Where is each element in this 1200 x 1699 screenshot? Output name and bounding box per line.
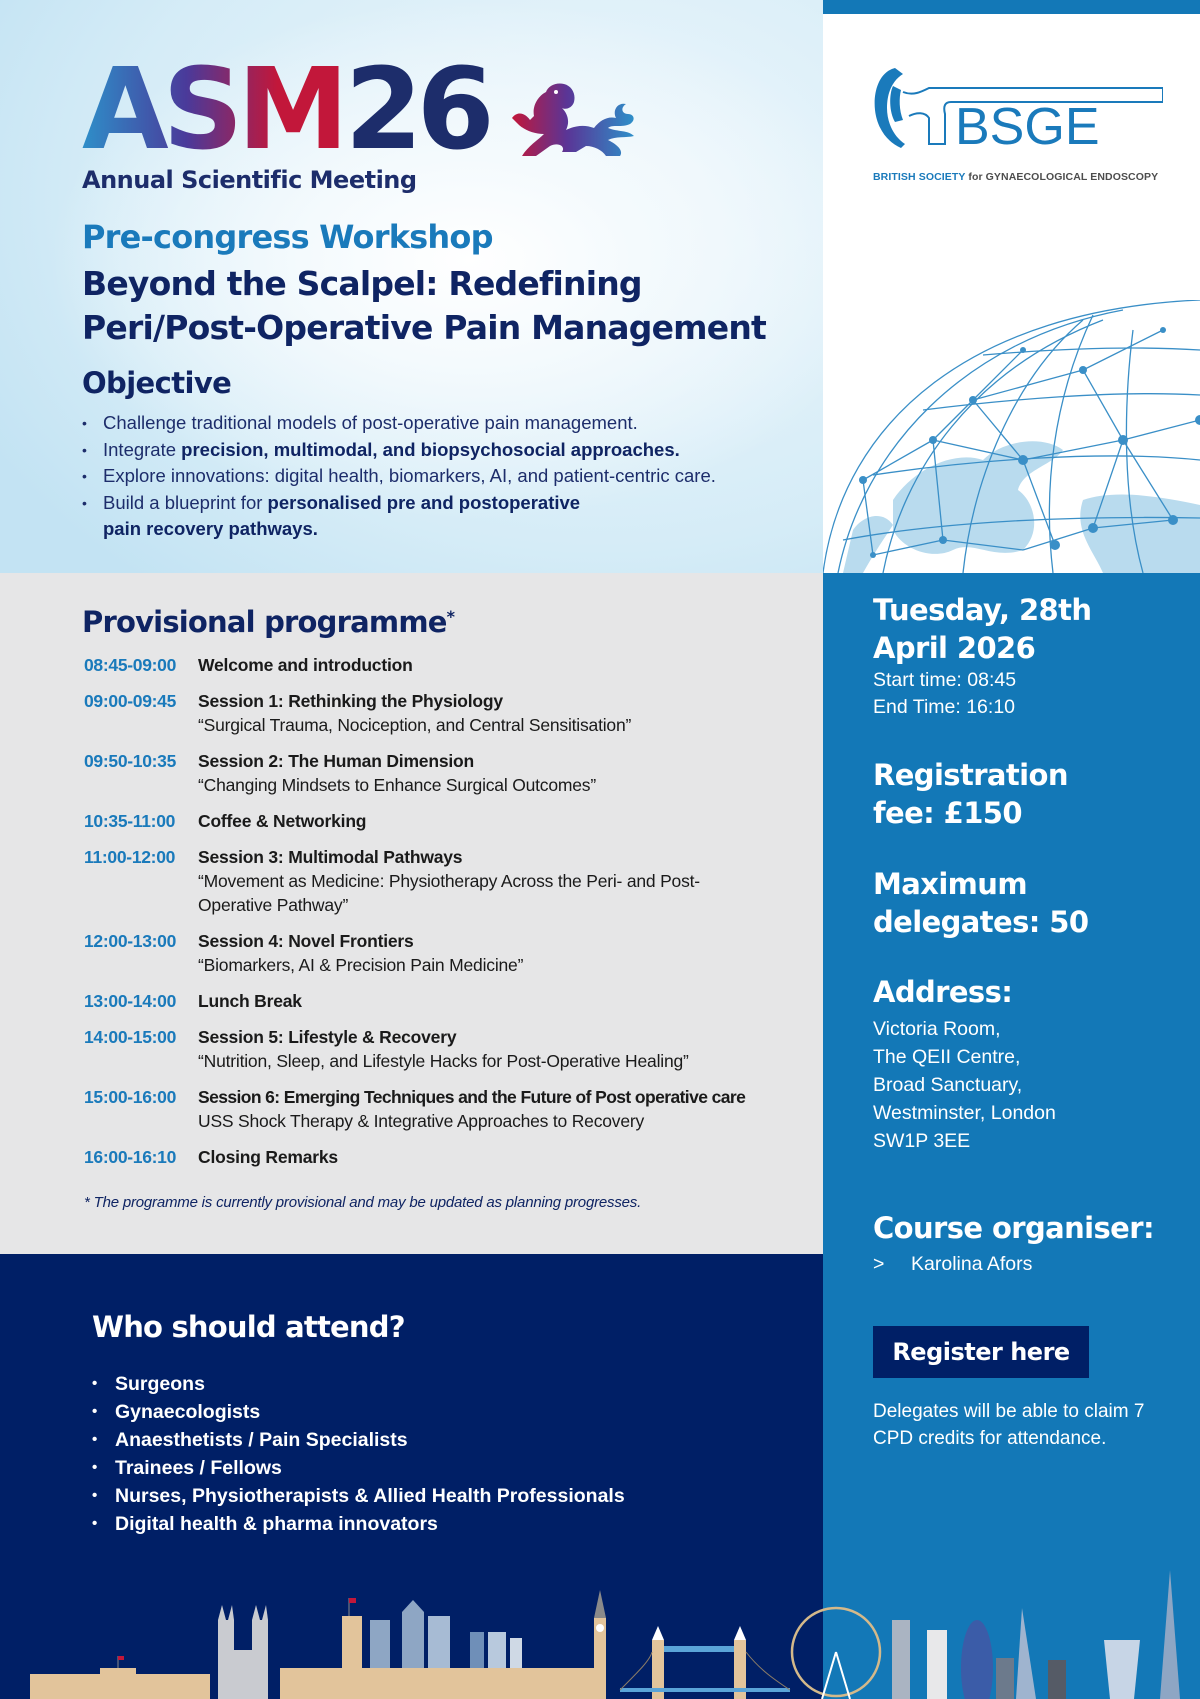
slot-time: 15:00-16:00 — [84, 1087, 177, 1107]
tower-bridge — [620, 1626, 790, 1699]
address-line: Westminster, London — [873, 1102, 1056, 1124]
slot-time: 10:35-11:00 — [84, 811, 176, 831]
audience-item: • Surgeons — [92, 1370, 625, 1398]
event-date-line-1: Tuesday, 28th — [873, 593, 1092, 627]
registration-fee-block — [873, 756, 1068, 832]
slot-time: 14:00-15:00 — [84, 1027, 177, 1047]
workshop-title-line-2: Peri/Post-Operative Pain Management — [82, 308, 767, 347]
audience-heading: Who should attend? — [92, 1310, 405, 1344]
schedule-slot — [84, 1085, 814, 1133]
tagline-rest: for GYNAECOLOGICAL ENDOSCOPY — [965, 171, 1159, 183]
schedule-slot — [84, 845, 814, 917]
delegates-line-2: delegates: 50 — [873, 905, 1089, 939]
slot-title: Session 3: Multimodal Pathways — [198, 847, 463, 867]
audience-item: • Trainees / Fellows — [92, 1454, 625, 1482]
london-skyline-icon — [0, 1560, 1200, 1699]
slot-subtitle: “Changing Mindsets to Enhance Surgical Outcomes” — [198, 775, 596, 795]
address-line: Victoria Room, — [873, 1018, 1001, 1040]
programme-section — [0, 573, 823, 1254]
event-date-block — [873, 591, 1091, 721]
slot-time: 13:00-14:00 — [84, 991, 177, 1011]
event-info-panel — [823, 573, 1200, 1699]
workshop-title-line-1: Beyond the Scalpel: Redefining — [82, 264, 642, 303]
audience-list — [92, 1370, 625, 1538]
buckingham-palace — [30, 1656, 210, 1699]
logo-letters: ASM — [82, 45, 343, 175]
audience-item: • Gynaecologists — [92, 1398, 625, 1426]
society-panel — [823, 0, 1200, 573]
objective-item — [82, 437, 782, 464]
address-block — [873, 973, 1056, 1155]
max-delegates-block — [873, 865, 1088, 941]
start-time: Start time: 08:45 — [873, 669, 1017, 691]
slot-subtitle: USS Shock Therapy & Integrative Approaches to Recovery — [198, 1111, 645, 1131]
slot-title: Closing Remarks — [198, 1147, 338, 1167]
objective-text: Explore innovations: digital health, biomarkers, AI, and patient-centric care. — [103, 465, 716, 486]
chevron-right-icon: > — [873, 1253, 885, 1275]
schedule-slot — [84, 929, 814, 977]
address-line: SW1P 3EE — [873, 1130, 971, 1152]
schedule-slot — [84, 1145, 814, 1169]
organiser-heading: Course organiser: — [873, 1211, 1154, 1245]
workshop-title — [82, 262, 822, 350]
lion-icon — [508, 80, 640, 160]
objective-item — [82, 410, 782, 437]
tagline-highlight: BRITISH SOCIETY — [873, 171, 966, 183]
organiser-block — [873, 1209, 1154, 1278]
address-heading: Address: — [873, 975, 1013, 1009]
audience-item: • Nurses, Physiotherapists & Allied Health Professionals — [92, 1482, 625, 1510]
schedule-slot — [84, 653, 814, 677]
city-towers — [892, 1570, 1180, 1699]
objective-heading: Objective — [82, 366, 232, 400]
audience-item: • Digital health & pharma innovators — [92, 1510, 625, 1538]
workshop-label: Pre-congress Workshop — [82, 218, 493, 256]
objective-item — [82, 463, 782, 490]
slot-title: Welcome and introduction — [198, 655, 413, 675]
objective-emphasis: personalised pre and postoperative pain recovery pathways. — [103, 491, 581, 539]
event-date-line-2: April 2026 — [873, 631, 1036, 665]
slot-time: 16:00-16:10 — [84, 1147, 177, 1167]
bsge-logo-text: BSGE — [955, 98, 1100, 152]
objective-text: Integrate — [103, 438, 182, 460]
slot-subtitle: “Nutrition, Sleep, and Lifestyle Hacks for Post-Operative Healing” — [198, 1051, 689, 1071]
slot-time: 09:00-09:45 — [84, 691, 177, 711]
programme-heading — [82, 605, 454, 639]
slot-title: Coffee & Networking — [198, 811, 367, 831]
slot-title: Session 1: Rethinking the Physiology — [198, 691, 503, 711]
slot-time: 09:50-10:35 — [84, 751, 177, 771]
asm26-logo — [82, 45, 489, 175]
programme-footnote: * The programme is currently provisional and may be updated as planning progresses. — [84, 1194, 642, 1211]
organiser-name: Karolina Afors — [911, 1253, 1033, 1275]
schedule-slot — [84, 1025, 814, 1073]
slot-time: 11:00-12:00 — [84, 847, 176, 867]
slot-time: 12:00-13:00 — [84, 931, 177, 951]
slot-title: Session 4: Novel Frontiers — [198, 931, 414, 951]
register-button[interactable]: Register here — [873, 1326, 1089, 1378]
programme-heading-text: Provisional programme — [82, 605, 447, 639]
logo-year: 26 — [344, 45, 489, 175]
programme-footnote-mark: * — [446, 607, 455, 626]
slot-title: Session 6: Emerging Techniques and the Future of Post operative care — [198, 1087, 746, 1107]
slot-subtitle: “Movement as Medicine: Physiotherapy Across the Peri- and Post-Operative Pathway” — [198, 871, 700, 915]
address-line: The QEII Centre, — [873, 1046, 1021, 1068]
delegates-line-1: Maximum — [873, 867, 1027, 901]
slot-subtitle: “Surgical Trauma, Nociception, and Central Sensitisation” — [198, 715, 632, 735]
fee-line-1: Registration — [873, 758, 1068, 792]
objective-item — [82, 490, 602, 543]
london-eye — [792, 1608, 880, 1699]
slot-time: 08:45-09:00 — [84, 655, 177, 675]
slot-title: Session 5: Lifestyle & Recovery — [198, 1027, 457, 1047]
schedule-slot — [84, 989, 814, 1013]
objective-list — [82, 410, 782, 543]
bsge-tagline — [873, 171, 1158, 183]
organiser-row — [873, 1251, 1154, 1278]
schedule-list — [84, 653, 814, 1169]
logo-subtitle: Annual Scientific Meeting — [82, 166, 417, 194]
objective-emphasis: precision, multimodal, and biopsychosocial approaches. — [181, 438, 680, 460]
hero-section — [0, 0, 823, 573]
objective-text: Build a blueprint for — [103, 491, 268, 513]
bsge-logo-icon — [873, 62, 1163, 152]
slot-subtitle: “Biomarkers, AI & Precision Pain Medicine” — [198, 955, 524, 975]
schedule-slot — [84, 749, 814, 797]
globe-network-icon — [823, 300, 1200, 573]
end-time: End Time: 16:10 — [873, 696, 1016, 718]
audience-item: • Anaesthetists / Pain Specialists — [92, 1426, 625, 1454]
address-line: Broad Sanctuary, — [873, 1074, 1023, 1096]
objective-text: Challenge traditional models of post-operative pain management. — [103, 412, 638, 433]
schedule-slot — [84, 809, 814, 833]
top-accent-band — [823, 0, 1200, 14]
fee-line-2: fee: £150 — [873, 796, 1022, 830]
cpd-credits-note: Delegates will be able to claim 7 CPD credits for attendance. — [873, 1401, 1145, 1449]
westminster-abbey — [218, 1605, 268, 1699]
slot-title: Session 2: The Human Dimension — [198, 751, 474, 771]
slot-title: Lunch Break — [198, 991, 302, 1011]
schedule-slot — [84, 689, 814, 737]
